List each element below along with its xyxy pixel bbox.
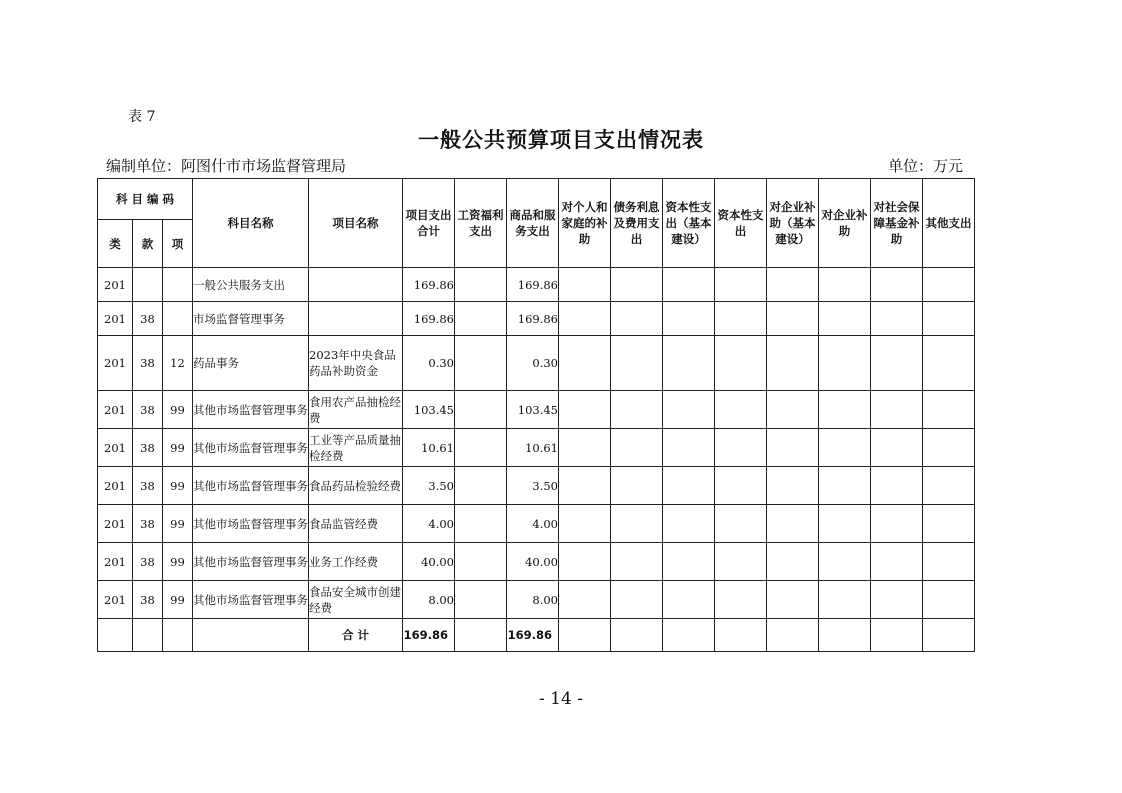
kuan-cell: 38 xyxy=(133,543,163,581)
empty-cell xyxy=(559,268,611,302)
kuan-cell: 38 xyxy=(133,391,163,429)
subject-cell: 其他市场监督管理事务 xyxy=(193,505,309,543)
col-header-enterprise-subsidy: 对企业补助 xyxy=(819,179,871,268)
empty-cell xyxy=(611,391,663,429)
empty-cell xyxy=(767,619,819,652)
empty-cell xyxy=(455,581,507,619)
empty-cell xyxy=(767,429,819,467)
empty-cell xyxy=(871,336,923,391)
empty-cell xyxy=(871,581,923,619)
table-row xyxy=(98,429,975,467)
empty-cell xyxy=(455,619,507,652)
project-name-header: 项目名称 xyxy=(309,179,403,268)
lei-cell: 201 xyxy=(98,268,133,302)
col-header-other: 其他支出 xyxy=(923,179,975,268)
empty-cell xyxy=(715,268,767,302)
table-row xyxy=(98,505,975,543)
total-cell: 10.61 xyxy=(403,429,455,467)
total-cell: 0.30 xyxy=(403,336,455,391)
empty-cell xyxy=(663,619,715,652)
empty-cell xyxy=(871,268,923,302)
empty-cell xyxy=(819,336,871,391)
lei-cell: 201 xyxy=(98,543,133,581)
empty-cell xyxy=(871,505,923,543)
col-header-social-security: 对社会保障基金补助 xyxy=(871,179,923,268)
empty-cell xyxy=(923,429,975,467)
empty-cell xyxy=(663,302,715,336)
empty-cell xyxy=(767,505,819,543)
col-header-capital-infrastructure: 资本性支出（基本建设） xyxy=(663,179,715,268)
empty-cell xyxy=(819,543,871,581)
empty-cell xyxy=(819,619,871,652)
total-cell: 4.00 xyxy=(403,505,455,543)
empty-cell xyxy=(819,302,871,336)
project-cell: 工业等产品质量抽检经费 xyxy=(309,429,403,467)
empty-cell xyxy=(611,268,663,302)
goods-cell: 169.86 xyxy=(507,268,559,302)
empty-cell xyxy=(871,543,923,581)
empty-cell xyxy=(455,505,507,543)
empty-cell xyxy=(767,336,819,391)
empty-cell xyxy=(559,581,611,619)
project-cell: 食品监管经费 xyxy=(309,505,403,543)
table-row xyxy=(98,391,975,429)
col-header-debt-interest: 债务利息及费用支出 xyxy=(611,179,663,268)
empty-cell xyxy=(611,336,663,391)
lei-cell: 201 xyxy=(98,302,133,336)
empty-cell xyxy=(133,619,163,652)
empty-cell xyxy=(819,467,871,505)
subject-cell: 其他市场监督管理事务 xyxy=(193,543,309,581)
col-header-capital: 资本性支出 xyxy=(715,179,767,268)
empty-cell xyxy=(715,581,767,619)
total-cell: 169.86 xyxy=(403,268,455,302)
xiang-cell: 99 xyxy=(163,391,193,429)
subject-cell: 药品事务 xyxy=(193,336,309,391)
xiang-cell xyxy=(163,268,193,302)
goods-cell: 103.45 xyxy=(507,391,559,429)
empty-cell xyxy=(559,505,611,543)
empty-cell xyxy=(611,302,663,336)
compiling-unit-label: 编制单位：阿图什市市场监督管理局 xyxy=(106,157,347,175)
project-cell: 食品安全城市创建经费 xyxy=(309,581,403,619)
xiang-cell: 99 xyxy=(163,429,193,467)
empty-cell xyxy=(819,581,871,619)
empty-cell xyxy=(559,391,611,429)
empty-cell xyxy=(871,467,923,505)
kuan-cell xyxy=(133,268,163,302)
empty-cell xyxy=(871,619,923,652)
lei-cell: 201 xyxy=(98,581,133,619)
empty-cell xyxy=(98,619,133,652)
xiang-cell xyxy=(163,302,193,336)
empty-cell xyxy=(455,336,507,391)
empty-cell xyxy=(559,336,611,391)
subject-cell: 其他市场监督管理事务 xyxy=(193,391,309,429)
col-header-goods-services: 商品和服务支出 xyxy=(507,179,559,268)
subject-cell: 市场监督管理事务 xyxy=(193,302,309,336)
subject-cell: 其他市场监督管理事务 xyxy=(193,467,309,505)
page-title: 一般公共预算项目支出情况表 xyxy=(418,128,704,152)
project-cell xyxy=(309,268,403,302)
empty-cell xyxy=(611,581,663,619)
empty-cell xyxy=(715,302,767,336)
subject-cell: 其他市场监督管理事务 xyxy=(193,581,309,619)
lei-cell: 201 xyxy=(98,391,133,429)
empty-cell xyxy=(767,543,819,581)
goods-cell: 40.00 xyxy=(507,543,559,581)
total-cell: 169.86 xyxy=(403,302,455,336)
empty-cell xyxy=(767,391,819,429)
empty-cell xyxy=(663,391,715,429)
empty-cell xyxy=(559,302,611,336)
goods-cell: 4.00 xyxy=(507,505,559,543)
xiang-header: 项 xyxy=(163,220,193,268)
page-number: - 14 - xyxy=(539,689,583,709)
empty-cell xyxy=(455,391,507,429)
empty-cell xyxy=(611,619,663,652)
grand-goods-value: 169.86 xyxy=(507,619,559,652)
total-row xyxy=(98,619,975,652)
empty-cell xyxy=(611,467,663,505)
table-number-label: 表 7 xyxy=(128,109,156,125)
project-cell: 食品药品检验经费 xyxy=(309,467,403,505)
empty-cell xyxy=(819,391,871,429)
empty-cell xyxy=(923,543,975,581)
empty-cell xyxy=(559,467,611,505)
xiang-cell: 99 xyxy=(163,467,193,505)
col-header-enterprise-infrastructure: 对企业补助（基本建设） xyxy=(767,179,819,268)
empty-cell xyxy=(193,619,309,652)
empty-cell xyxy=(163,619,193,652)
subject-name-header: 科目名称 xyxy=(193,179,309,268)
total-cell: 3.50 xyxy=(403,467,455,505)
empty-cell xyxy=(663,467,715,505)
empty-cell xyxy=(663,336,715,391)
lei-header: 类 xyxy=(98,220,133,268)
subject-cell: 一般公共服务支出 xyxy=(193,268,309,302)
xiang-cell: 99 xyxy=(163,505,193,543)
table-row xyxy=(98,268,975,302)
empty-cell xyxy=(715,336,767,391)
empty-cell xyxy=(663,505,715,543)
empty-cell xyxy=(715,467,767,505)
empty-cell xyxy=(923,581,975,619)
table-row xyxy=(98,302,975,336)
empty-cell xyxy=(663,268,715,302)
subject-cell: 其他市场监督管理事务 xyxy=(193,429,309,467)
total-cell: 8.00 xyxy=(403,581,455,619)
kuan-cell: 38 xyxy=(133,429,163,467)
goods-cell: 10.61 xyxy=(507,429,559,467)
empty-cell xyxy=(923,619,975,652)
col-header-household-subsidy: 对个人和家庭的补助 xyxy=(559,179,611,268)
empty-cell xyxy=(455,268,507,302)
empty-cell xyxy=(715,391,767,429)
table-row xyxy=(98,467,975,505)
empty-cell xyxy=(767,581,819,619)
empty-cell xyxy=(611,429,663,467)
empty-cell xyxy=(871,302,923,336)
project-cell: 食用农产品抽检经费 xyxy=(309,391,403,429)
empty-cell xyxy=(455,429,507,467)
goods-cell: 8.00 xyxy=(507,581,559,619)
empty-cell xyxy=(819,505,871,543)
currency-unit-label: 单位：万元 xyxy=(888,157,964,175)
kuan-header: 款 xyxy=(133,220,163,268)
goods-cell: 0.30 xyxy=(507,336,559,391)
empty-cell xyxy=(663,543,715,581)
empty-cell xyxy=(715,619,767,652)
empty-cell xyxy=(819,268,871,302)
empty-cell xyxy=(923,391,975,429)
empty-cell xyxy=(611,505,663,543)
empty-cell xyxy=(663,581,715,619)
empty-cell xyxy=(611,543,663,581)
empty-cell xyxy=(871,429,923,467)
lei-cell: 201 xyxy=(98,467,133,505)
col-header-project-total: 项目支出合计 xyxy=(403,179,455,268)
table-row xyxy=(98,581,975,619)
empty-cell xyxy=(923,505,975,543)
empty-cell xyxy=(715,543,767,581)
xiang-cell: 99 xyxy=(163,581,193,619)
kuan-cell: 38 xyxy=(133,302,163,336)
empty-cell xyxy=(455,543,507,581)
empty-cell xyxy=(767,268,819,302)
kuan-cell: 38 xyxy=(133,467,163,505)
empty-cell xyxy=(663,429,715,467)
total-cell: 103.45 xyxy=(403,391,455,429)
xiang-cell: 99 xyxy=(163,543,193,581)
empty-cell xyxy=(923,302,975,336)
table-row xyxy=(98,543,975,581)
empty-cell xyxy=(923,336,975,391)
table-row xyxy=(98,336,975,391)
empty-cell xyxy=(715,429,767,467)
code-group-header: 科 目 编 码 xyxy=(98,179,193,220)
project-cell: 业务工作经费 xyxy=(309,543,403,581)
empty-cell xyxy=(455,467,507,505)
empty-cell xyxy=(559,619,611,652)
kuan-cell: 38 xyxy=(133,581,163,619)
empty-cell xyxy=(923,467,975,505)
lei-cell: 201 xyxy=(98,505,133,543)
lei-cell: 201 xyxy=(98,336,133,391)
project-cell xyxy=(309,302,403,336)
goods-cell: 3.50 xyxy=(507,467,559,505)
empty-cell xyxy=(715,505,767,543)
empty-cell xyxy=(871,391,923,429)
kuan-cell: 38 xyxy=(133,336,163,391)
budget-table xyxy=(97,178,975,652)
total-cell: 40.00 xyxy=(403,543,455,581)
empty-cell xyxy=(923,268,975,302)
goods-cell: 169.86 xyxy=(507,302,559,336)
empty-cell xyxy=(819,429,871,467)
project-cell: 2023年中央食品药品补助资金 xyxy=(309,336,403,391)
empty-cell xyxy=(767,467,819,505)
grand-total-value: 169.86 xyxy=(403,619,455,652)
col-header-wages: 工资福利支出 xyxy=(455,179,507,268)
empty-cell xyxy=(559,543,611,581)
total-label: 合 计 xyxy=(309,619,403,652)
empty-cell xyxy=(559,429,611,467)
xiang-cell: 12 xyxy=(163,336,193,391)
kuan-cell: 38 xyxy=(133,505,163,543)
lei-cell: 201 xyxy=(98,429,133,467)
empty-cell xyxy=(455,302,507,336)
empty-cell xyxy=(767,302,819,336)
